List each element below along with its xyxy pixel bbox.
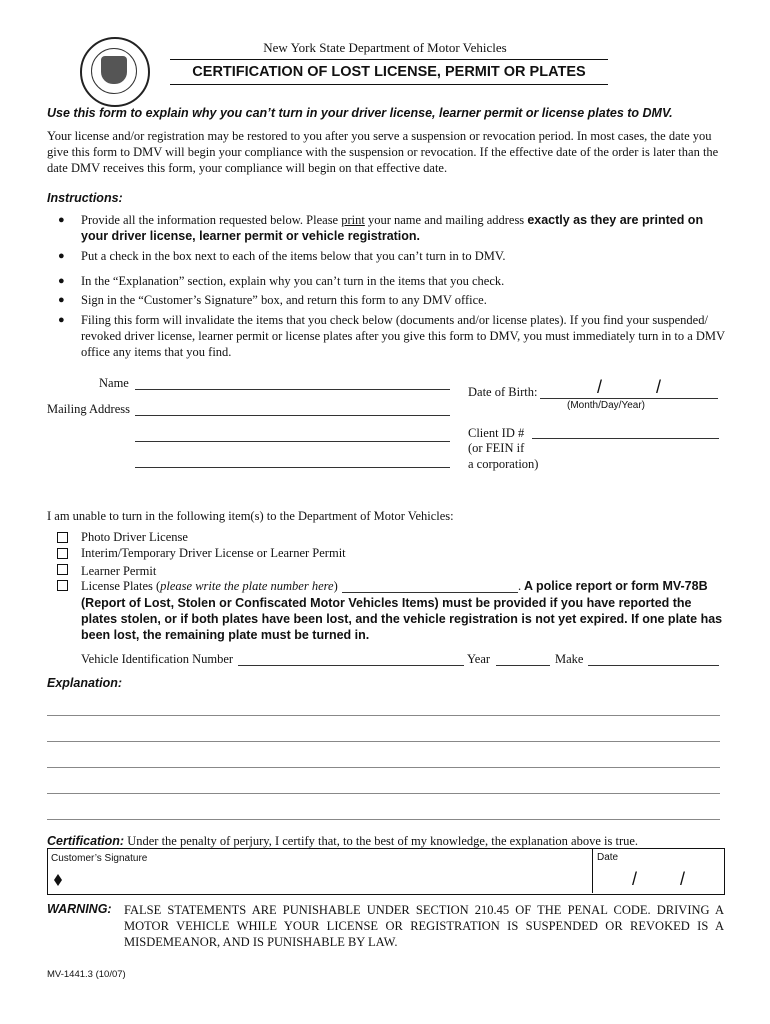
dob-hint: (Month/Day/Year): [567, 400, 645, 411]
police-note-start: A police report or form MV-78B: [524, 579, 708, 593]
instruction-item-3: In the “Explanation” section, explain why you can’t turn in the items that you check.: [81, 274, 505, 288]
interim-license-label: Interim/Temporary Driver License or Learner Permit: [81, 546, 346, 560]
license-plates-label: [81, 579, 338, 594]
license-plates-text: License Plates (: [81, 579, 161, 593]
intro-paragraph: Your license and/or registration may be restored to you after you serve a suspension or revocation period. In most cases, the date you give this form to DMV will begin your compliance with the suspension or revocation. If the effective date of the order is later than the date DMV receives this form, your compliance will begin on that effective date.: [47, 129, 719, 175]
make-label: Make: [555, 652, 584, 666]
date-label: Date: [597, 852, 619, 863]
fein-note-line-1: (or FEIN if: [468, 441, 525, 455]
date-slash-1: /: [632, 869, 638, 889]
bullet-icon: ●: [58, 314, 65, 326]
warning-label: WARNING:: [47, 902, 112, 916]
instruction-item-5: Filing this form will invalidate the items that you check below (documents and/or license plates). If you find your suspended/ revoked driver license, learner permit or license plates after you give this form to DMV, you must immediately turn in to a DMV office any items that you find.: [81, 313, 725, 359]
explanation-line-5[interactable]: [47, 819, 720, 820]
signature-label: Customer’s Signature: [51, 853, 148, 864]
client-id-label: Client ID #: [468, 426, 525, 440]
nys-seal-logo: [80, 37, 150, 107]
instruction-item-4: Sign in the “Customer’s Signature” box, and return this form to any DMV office.: [81, 293, 487, 307]
certification-heading: Certification:: [47, 834, 125, 848]
certification-text: Under the penalty of perjury, I certify that, to the best of my knowledge, the explanation above is true.: [127, 834, 639, 848]
make-input-line[interactable]: [588, 665, 719, 666]
learner-permit-checkbox[interactable]: [57, 564, 68, 575]
bullet-icon: ●: [58, 294, 65, 306]
bullet-icon: ●: [58, 214, 65, 226]
dob-label: Date of Birth:: [468, 385, 538, 399]
department-name: New York State Department of Motor Vehicles: [263, 40, 507, 55]
vin-input-line[interactable]: [238, 665, 464, 666]
photo-license-checkbox[interactable]: [57, 532, 68, 543]
name-label: Name: [99, 376, 129, 390]
interim-license-checkbox[interactable]: [57, 548, 68, 559]
instruction-1-pre: Provide all the information requested below. Please: [81, 213, 342, 227]
mailing-address-line-2[interactable]: [135, 441, 450, 442]
header-rule-top: [170, 59, 608, 60]
instruction-1-print: print: [341, 213, 365, 227]
year-input-line[interactable]: [496, 665, 550, 666]
photo-license-label: Photo Driver License: [81, 530, 188, 544]
dob-slash-1: /: [597, 377, 603, 397]
signature-date-divider: [592, 848, 593, 893]
explanation-heading: Explanation:: [47, 676, 123, 690]
instruction-1-mid: your name and mailing address: [364, 213, 528, 227]
instruction-item-1: [81, 212, 731, 244]
vin-label: Vehicle Identification Number: [81, 652, 234, 666]
mailing-address-line-1[interactable]: [135, 415, 450, 416]
mailing-address-label: Mailing Address: [47, 402, 130, 416]
fein-note-line-2: a corporation): [468, 457, 539, 471]
client-id-input-line[interactable]: [532, 438, 719, 439]
explanation-line-4[interactable]: [47, 793, 720, 794]
lead-sentence: Use this form to explain why you can’t turn in your driver license, learner permit or license plates to DMV.: [47, 106, 673, 120]
instruction-item-2: Put a check in the box next to each of the items below that you can’t turn in to DMV.: [81, 249, 506, 263]
signature-box[interactable]: [47, 848, 725, 895]
plate-number-input-line[interactable]: [342, 592, 518, 593]
date-slash-2: /: [680, 869, 686, 889]
plate-number-hint: please write the plate number here: [160, 579, 334, 593]
bullet-icon: ●: [58, 275, 65, 287]
seal-shield-icon: [101, 56, 127, 84]
header-rule-bottom: [170, 84, 608, 85]
certification-row: [47, 834, 638, 849]
name-input-line[interactable]: [135, 389, 450, 390]
plate-period: .: [518, 579, 522, 593]
license-plates-close: ): [333, 579, 338, 593]
dob-input-line[interactable]: [540, 398, 718, 399]
form-number: MV-1441.3 (10/07): [47, 969, 126, 980]
license-plates-checkbox[interactable]: [57, 580, 68, 591]
mailing-address-line-3[interactable]: [135, 467, 450, 468]
police-note-text: (Report of Lost, Stolen or Confiscated Motor Vehicles Items) must be provided if you have reported the plates stolen, or if both plates have been lost, and the vehicle registration is not yet expired. If one plate has been lost, the remaining plate must be turned in.: [81, 596, 723, 642]
explanation-line-1[interactable]: [47, 715, 720, 716]
year-label: Year: [467, 652, 491, 666]
form-title: CERTIFICATION OF LOST LICENSE, PERMIT OR PLATES: [192, 64, 586, 80]
instructions-heading: Instructions:: [47, 191, 123, 205]
learner-permit-label: Learner Permit: [81, 564, 157, 578]
warning-text: FALSE STATEMENTS ARE PUNISHABLE UNDER SECTION 210.45 OF THE PENAL CODE. DRIVING A MOTOR VEHICLE WHILE YOUR LICENSE OR REGISTRATION IS SUSPENDED OR REVOKED IS A MISDEMEANOR, AND IS PUNISHABLE BY LAW.: [124, 903, 724, 949]
items-intro: I am unable to turn in the following item(s) to the Department of Motor Vehicles:: [47, 509, 454, 523]
explanation-line-2[interactable]: [47, 741, 720, 742]
explanation-line-3[interactable]: [47, 767, 720, 768]
bullet-icon: ●: [58, 250, 65, 262]
dob-slash-2: /: [656, 377, 662, 397]
instruction-1-bold: exactly as they are printed on your driver license, learner permit or vehicle registration.: [81, 213, 704, 243]
